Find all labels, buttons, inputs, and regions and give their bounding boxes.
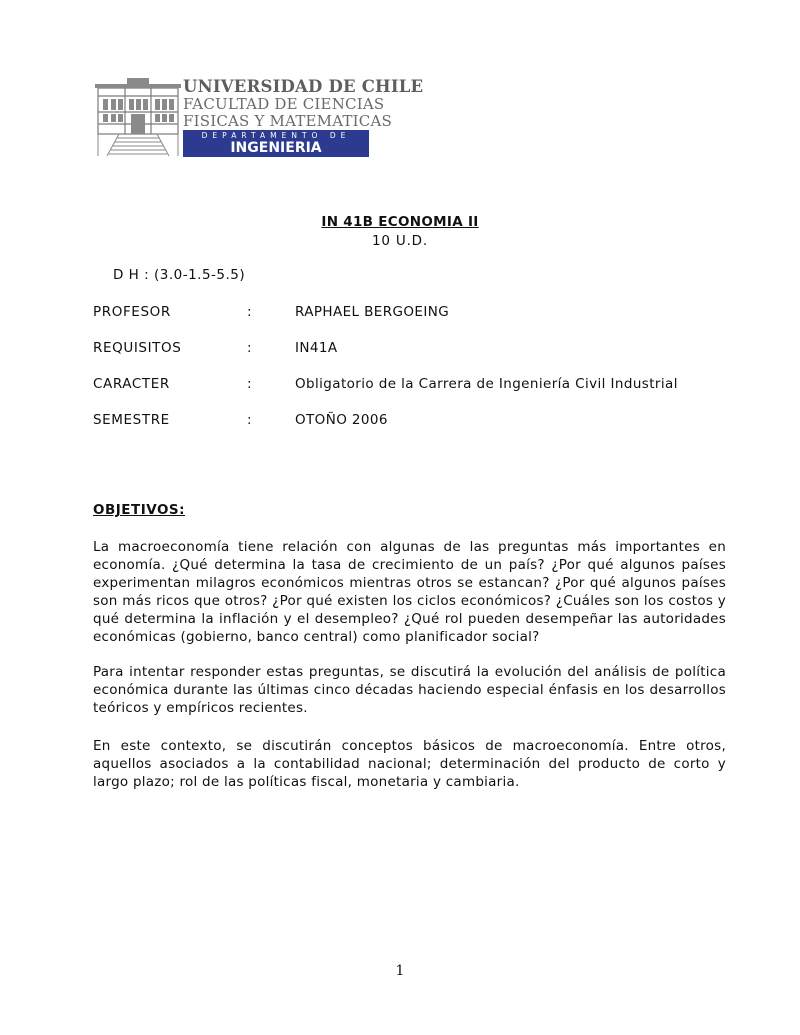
info-value: OTOÑO 2006 — [295, 412, 388, 428]
info-value: RAPHAEL BERGOEING — [295, 304, 450, 320]
university-logo — [95, 76, 424, 172]
info-row-requirements — [93, 340, 733, 360]
info-row-professor — [93, 304, 733, 324]
course-title: IN 41B ECONOMIA II — [321, 214, 479, 230]
logo-faculty-line1: FACULTAD DE CIENCIAS — [183, 95, 385, 113]
logo-department-caption: DEPARTAMENTO DE — [201, 131, 351, 140]
info-colon: : — [247, 340, 253, 356]
course-hours: D H : (3.0-1.5-5.5) — [113, 267, 246, 283]
info-value: Obligatorio de la Carrera de Ingeniería Civil Industrial — [295, 376, 678, 392]
course-units: 10 U.D. — [372, 233, 428, 249]
info-colon: : — [247, 376, 253, 392]
logo-department-name: INGENIERIA INDUSTRIAL — [228, 140, 324, 172]
objectives-paragraph: Para intentar responder estas preguntas, se discutirá la evolución del análisis de política económica durante las últimas cinco décadas haciendo especial énfasis en los desarrollos teóricos y empíricos recientes. — [93, 664, 726, 716]
info-colon: : — [247, 412, 253, 428]
info-label: SEMESTRE — [93, 412, 170, 428]
info-value: IN41A — [295, 340, 338, 356]
logo-university-name: UNIVERSIDAD DE CHILE — [183, 77, 424, 96]
objectives-heading: OBJETIVOS: — [93, 502, 186, 518]
info-row-semester — [93, 412, 733, 432]
info-row-character — [93, 376, 733, 396]
info-colon: : — [247, 304, 253, 320]
page-number: 1 — [395, 963, 405, 979]
info-label: PROFESOR — [93, 304, 171, 320]
objectives-paragraph: En este contexto, se discutirán conceptos básicos de macroeconomía. Entre otros, aquellos asociados a la contabilidad nacional; determinación del producto de corto y largo plazo; rol de las políticas fiscal, monetaria y cambiaria. — [93, 738, 726, 790]
logo-department-banner — [183, 130, 369, 172]
objectives-paragraph: La macroeconomía tiene relación con algunas de las preguntas más importantes en economía. ¿Qué determina la tasa de crecimiento de un país? ¿Por qué algunos países experimentan milagros económicos mientras otros se estancan? ¿Por qué algunos países son más ricos que otros? ¿Por qué existen los ciclos económicos? ¿Cuáles son los costos y qué determina la inflación y el desempleo? ¿Qué rol pueden desempeñar las autoridades económicas (gobierno, banco central) como planificador social? — [93, 539, 726, 645]
info-label: REQUISITOS — [93, 340, 182, 356]
info-label: CARACTER — [93, 376, 170, 392]
logo-faculty-line2: FISICAS Y MATEMATICAS — [183, 112, 392, 130]
faculty-building-icon — [95, 76, 181, 158]
